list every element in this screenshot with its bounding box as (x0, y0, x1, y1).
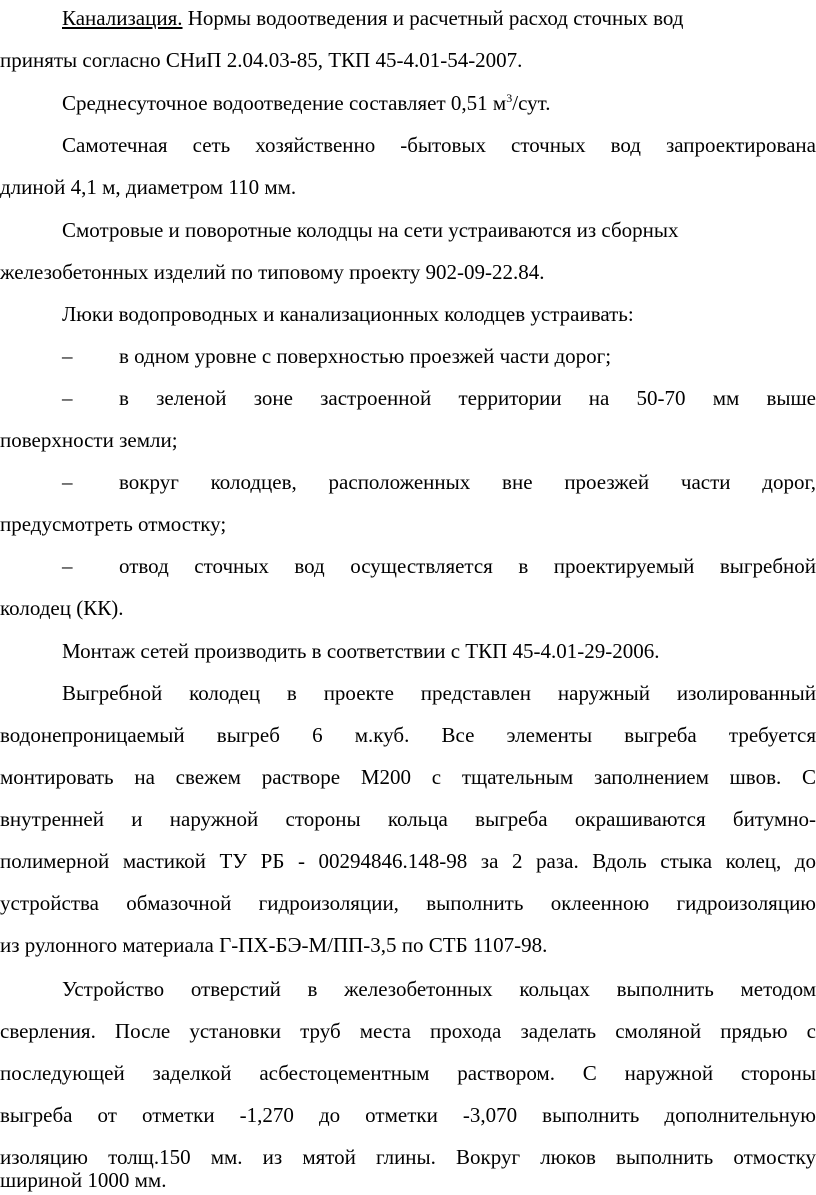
paragraph-gravity-network-line-2: длиной 4,1 м, диаметром 110 мм. (0, 175, 297, 199)
paragraph-sewage-norms-line-1 (0, 3, 816, 33)
list-item-text: в зеленой зоне застроенной территории на 50-70 мм выше (119, 386, 816, 410)
paragraph-openings-line-6: шириной 1000 мм. (0, 1168, 167, 1192)
list-item (0, 341, 816, 371)
paragraph-installation: Монтаж сетей производить в соответствии с ТКП 45-4.01-29-2006. (62, 639, 660, 663)
paragraph-daily-discharge (0, 88, 816, 118)
paragraph-text: /сут. (512, 91, 551, 115)
paragraph-hatches: Люки водопроводных и канализационных колодцев устраивать: (62, 302, 634, 326)
paragraph-sewage-norms-line-2: приняты согласно СНиП 2.04.03-85, ТКП 45-4.01-54-2007. (0, 48, 523, 72)
paragraph-cesspool-line-2: водонепроницаемый выгреб 6 м.куб. Все элементы выгреба требуется (0, 723, 816, 747)
paragraph-text: Среднесуточное водоотведение составляет 0,51 м (62, 91, 507, 115)
dash-bullet: – (62, 386, 73, 410)
dash-bullet: – (62, 554, 73, 578)
paragraph-cesspool-line-4: внутренней и наружной стороны кольца выгреба окрашиваются битумно- (0, 807, 816, 831)
paragraph-openings-line-3: последующей заделкой асбестоцементным раствором. С наружной стороны (0, 1061, 816, 1085)
paragraph-openings-line-4: выгреба от отметки -1,270 до отметки -3,070 выполнить дополнительную (0, 1103, 816, 1127)
list-item-text: в одном уровне с поверхностью проезжей части дорог; (119, 344, 612, 368)
list-item-continuation: колодец (КК). (0, 596, 124, 620)
paragraph-text: Нормы водоотведения и расчетный расход сточных вод (182, 6, 684, 30)
list-item-text: вокруг колодцев, расположенных вне проезжей части дорог, (119, 470, 816, 494)
paragraph-wells-line-1: Смотровые и поворотные колодцы на сети устраиваются из сборных (62, 218, 679, 242)
dash-bullet: – (62, 344, 73, 368)
paragraph-cesspool-line-6: устройства обмазочной гидроизоляции, выполнить оклеенною гидроизоляцию (0, 891, 816, 915)
list-item (0, 551, 816, 581)
paragraph-cesspool-line-1: Выгребной колодец в проекте представлен наружный изолированный (62, 681, 816, 705)
list-item (0, 383, 816, 413)
list-item-continuation: поверхности земли; (0, 428, 178, 452)
paragraph-wells-line-2: железобетонных изделий по типовому проекту 902-09-22.84. (0, 260, 545, 284)
list-item (0, 467, 816, 497)
paragraph-cesspool-line-3: монтировать на свежем растворе М200 с тщательным заполнением швов. С (0, 765, 816, 789)
superscript: 3 (506, 91, 513, 105)
paragraph-openings-line-1: Устройство отверстий в железобетонных кольцах выполнить методом (62, 977, 816, 1001)
paragraph-openings-line-5: изоляцию толщ.150 мм. из мятой глины. Вокруг люков выполнить отмостку (0, 1145, 816, 1169)
dash-bullet: – (62, 470, 73, 494)
paragraph-gravity-network-line-1: Самотечная сеть хозяйственно -бытовых сточных вод запроектирована (62, 133, 816, 157)
paragraph-cesspool-line-5: полимерной мастикой ТУ РБ - 00294846.148-98 за 2 раза. Вдоль стыка колец, до (0, 849, 816, 873)
list-item-text: отвод сточных вод осуществляется в проектируемый выгребной (119, 554, 816, 578)
paragraph-cesspool-line-7: из рулонного материала Г-ПХ-БЭ-М/ПП-3,5 по СТБ 1107-98. (0, 933, 548, 957)
paragraph-openings-line-2: сверления. После установки труб места прохода заделать смоляной прядью с (0, 1019, 816, 1043)
list-item-continuation: предусмотреть отмостку; (0, 512, 227, 536)
section-heading-sewage: Канализация. (62, 6, 183, 30)
